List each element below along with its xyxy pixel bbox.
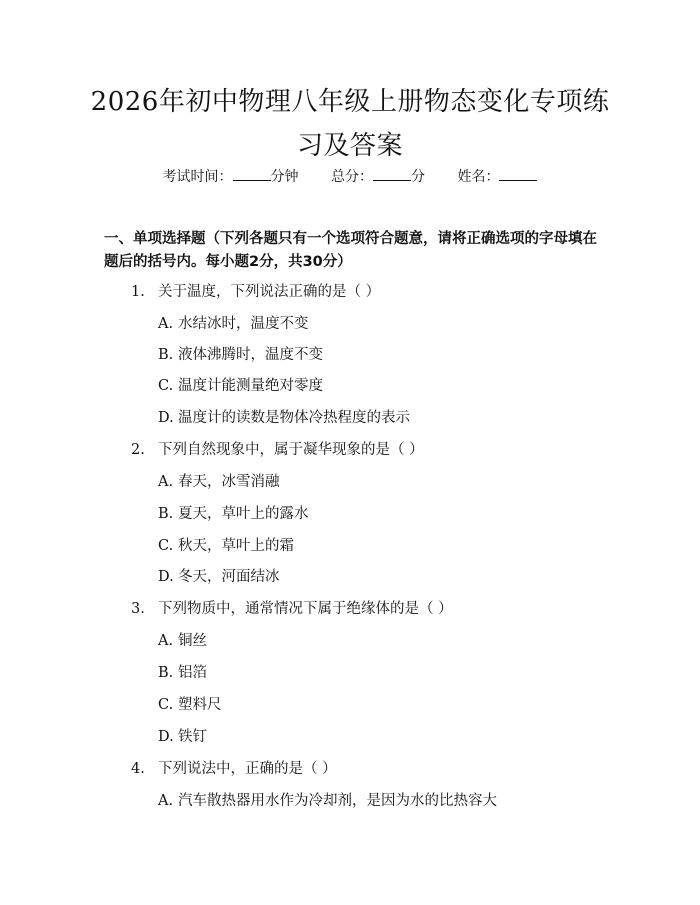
question-number: 2.: [131, 442, 145, 458]
option-text: 春天，冰雪消融: [178, 474, 280, 490]
option-letter: B.: [158, 347, 174, 363]
question-text: 下列自然现象中，属于凝华现象的是（ ）: [158, 442, 424, 458]
question-2-option-c[interactable]: [158, 536, 294, 556]
question-number: 1.: [131, 284, 145, 300]
option-letter: D.: [158, 569, 174, 585]
option-letter: D.: [158, 410, 174, 426]
option-text: 夏天，草叶上的露水: [178, 506, 309, 522]
student-name-field: [457, 166, 537, 188]
option-text: 秋天，草叶上的霜: [178, 538, 294, 554]
question-1-option-d[interactable]: [158, 408, 410, 428]
question-2: [131, 440, 424, 460]
option-text: 塑料尺: [178, 697, 222, 713]
option-text: 温度计的读数是物体冷热程度的表示: [178, 410, 410, 426]
question-text: 关于温度，下列说法正确的是（ ）: [158, 284, 381, 300]
question-2-option-b[interactable]: [158, 504, 309, 524]
section-heading: 一、单项选择题（下列各题只有一个选项符合题意，请将正确选项的字母填在题后的括号内。每小题2分，共30分）: [104, 231, 597, 270]
question-3-option-d[interactable]: [158, 727, 207, 747]
exam-time-unit: 分钟: [270, 169, 299, 185]
exam-time-field: [163, 166, 299, 188]
student-name-blank[interactable]: [499, 166, 537, 181]
option-letter: C.: [158, 538, 174, 554]
question-1-option-b[interactable]: [158, 345, 323, 365]
option-text: 汽车散热器用水作为冷却剂，是因为水的比热容大: [178, 793, 497, 809]
option-letter: A.: [158, 633, 174, 649]
option-letter: B.: [158, 665, 174, 681]
question-number: 3.: [131, 601, 145, 617]
question-number: 4.: [131, 761, 145, 777]
option-text: 铁钉: [178, 729, 207, 745]
exam-time-blank[interactable]: [233, 166, 271, 181]
question-3: [131, 599, 453, 619]
exam-info-row: [0, 166, 700, 188]
total-score-unit: 分: [411, 169, 425, 185]
question-2-option-a[interactable]: [158, 472, 280, 492]
option-letter: A.: [158, 316, 174, 332]
student-name-label: 姓名：: [457, 169, 500, 185]
question-1-option-a[interactable]: [158, 314, 309, 334]
option-letter: C.: [158, 697, 174, 713]
page-title: 2026年初中物理八年级上册物态变化专项练习及答案: [90, 87, 610, 161]
option-letter: C.: [158, 378, 174, 394]
total-score-label: 总分：: [331, 169, 373, 185]
option-text: 水结冰时，温度不变: [178, 316, 309, 332]
question-4: [131, 759, 337, 779]
option-letter: D.: [158, 729, 174, 745]
option-letter: B.: [158, 506, 174, 522]
question-2-option-d[interactable]: [158, 567, 280, 587]
question-4-option-a[interactable]: [158, 791, 497, 811]
question-1-option-c[interactable]: [158, 376, 323, 396]
option-letter: A.: [158, 474, 174, 490]
option-text: 冬天，河面结冰: [178, 569, 280, 585]
option-text: 铜丝: [178, 633, 207, 649]
question-3-option-c[interactable]: [158, 695, 222, 715]
question-text: 下列说法中，正确的是（ ）: [158, 761, 337, 777]
question-1: [131, 282, 380, 302]
option-text: 温度计能测量绝对零度: [178, 378, 323, 394]
total-score-field: [331, 166, 425, 188]
option-letter: A.: [158, 793, 174, 809]
question-3-option-b[interactable]: [158, 663, 207, 683]
question-text: 下列物质中，通常情况下属于绝缘体的是（ ）: [158, 601, 453, 617]
total-score-blank[interactable]: [373, 166, 411, 181]
option-text: 液体沸腾时，温度不变: [178, 347, 323, 363]
exam-time-label: 考试时间：: [162, 169, 233, 185]
option-text: 铝箔: [178, 665, 207, 681]
question-3-option-a[interactable]: [158, 631, 207, 651]
